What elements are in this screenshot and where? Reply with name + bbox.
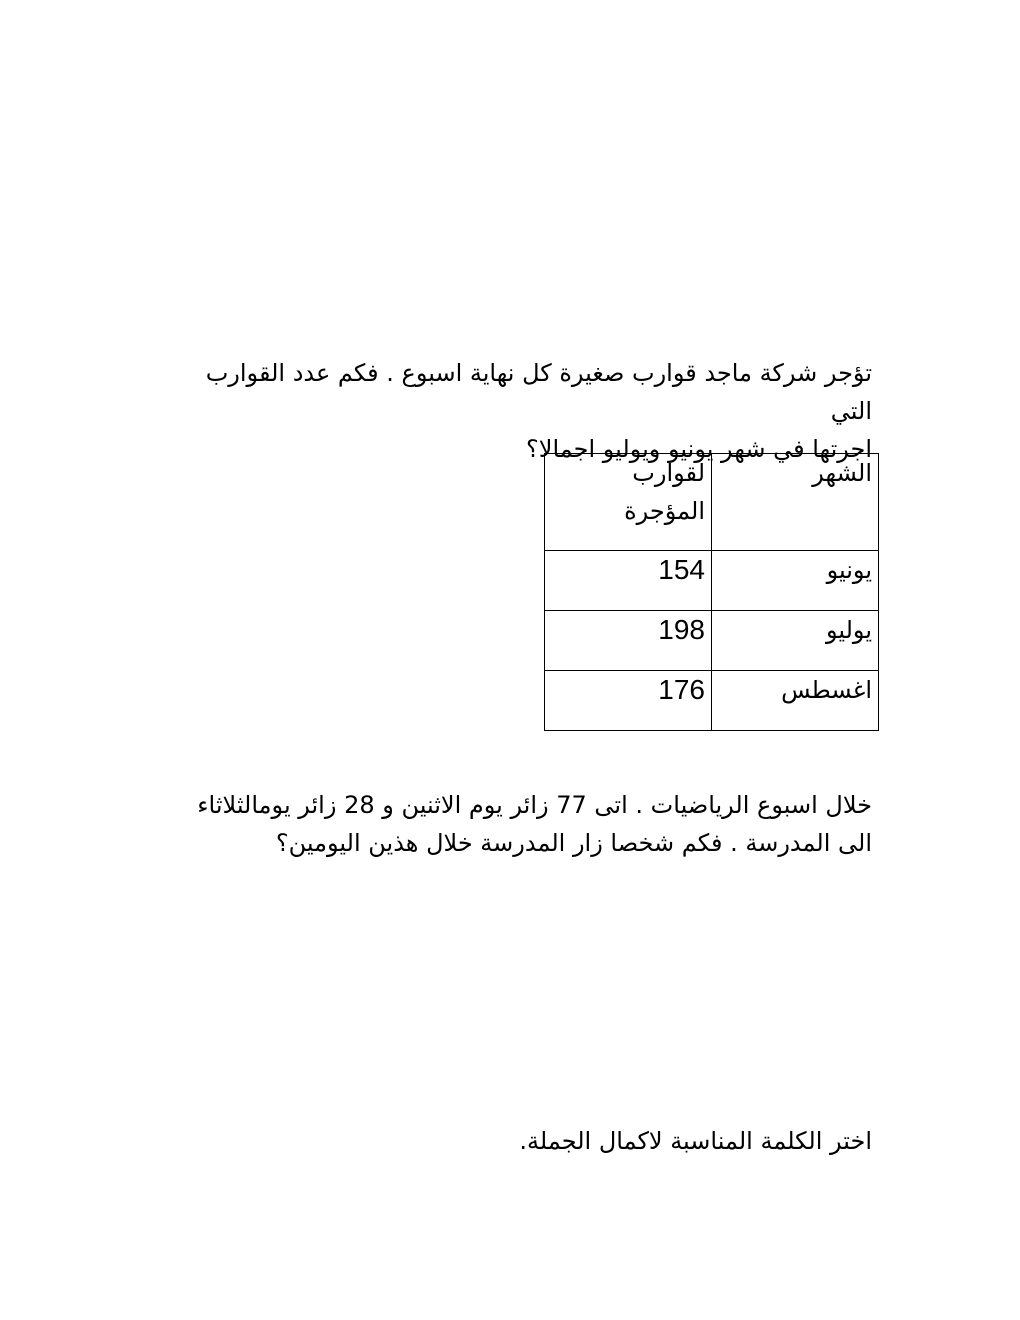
question-2	[172, 786, 872, 862]
question-2-line-1: خلال اسبوع الرياضيات . اتى 77 زائر يوم الاثنين و 28 زائر يومالثلاثاء	[197, 791, 872, 819]
header-boats-text: لقوارب المؤجرة	[624, 459, 705, 525]
row-count: 198	[545, 611, 712, 671]
table-row	[545, 611, 879, 671]
header-month: الشهر	[712, 454, 879, 551]
question-2-line-2: الى المدرسة . فكم شخصا زار المدرسة خلال هذين اليومين؟	[275, 829, 872, 857]
table-header-row	[545, 454, 879, 551]
question-3-line-1: اختر الكلمة المناسبة لاكمال الجملة.	[519, 1127, 872, 1155]
row-month: اغسطس	[712, 671, 879, 731]
table-row	[545, 551, 879, 611]
question-1	[172, 354, 872, 468]
row-month: يوليو	[712, 611, 879, 671]
question-1-line-1: تؤجر شركة ماجد قوارب صغيرة كل نهاية اسبوع . فكم عدد القوارب التي	[205, 359, 872, 425]
row-count: 176	[545, 671, 712, 731]
boats-table	[544, 453, 879, 731]
row-month: يونيو	[712, 551, 879, 611]
header-boats	[545, 454, 712, 551]
question-3	[172, 1122, 872, 1160]
row-count: 154	[545, 551, 712, 611]
question-1-line-2: اجرتها في شهر يونيو ويوليو اجمالا؟	[526, 435, 872, 463]
table-row	[545, 671, 879, 731]
